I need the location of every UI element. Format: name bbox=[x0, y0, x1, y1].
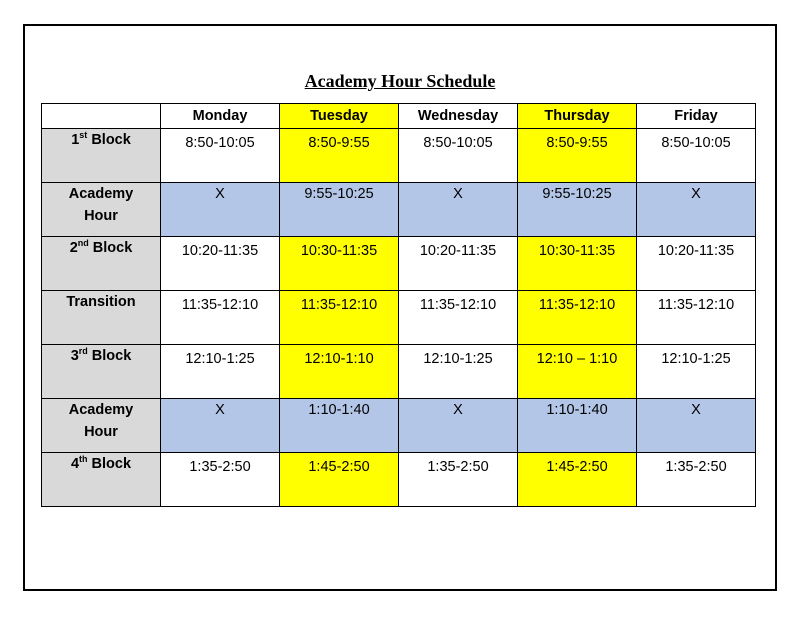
schedule-cell: 9:55-10:25 bbox=[518, 183, 637, 237]
schedule-cell: 10:20-11:35 bbox=[161, 237, 280, 291]
schedule-cell: 12:10-1:25 bbox=[637, 345, 756, 399]
row-label: 4th Block bbox=[42, 453, 161, 507]
schedule-cell: 11:35-12:10 bbox=[637, 291, 756, 345]
schedule-cell: X bbox=[637, 399, 756, 453]
schedule-cell: 8:50-10:05 bbox=[161, 129, 280, 183]
row-label: 3rd Block bbox=[42, 345, 161, 399]
table-row bbox=[42, 183, 756, 237]
schedule-cell: X bbox=[161, 399, 280, 453]
schedule-cell: 8:50-9:55 bbox=[518, 129, 637, 183]
table-row bbox=[42, 345, 756, 399]
schedule-cell: 8:50-10:05 bbox=[637, 129, 756, 183]
table-row bbox=[42, 453, 756, 507]
schedule-cell: 1:10-1:40 bbox=[280, 399, 399, 453]
schedule-cell: 10:20-11:35 bbox=[399, 237, 518, 291]
table-row bbox=[42, 237, 756, 291]
table-row bbox=[42, 399, 756, 453]
schedule-cell: 12:10-1:10 bbox=[280, 345, 399, 399]
schedule-cell: 11:35-12:10 bbox=[399, 291, 518, 345]
schedule-cell: 12:10 – 1:10 bbox=[518, 345, 637, 399]
schedule-cell: 11:35-12:10 bbox=[280, 291, 399, 345]
schedule-cell: 1:45-2:50 bbox=[280, 453, 399, 507]
row-label: Transition bbox=[42, 291, 161, 345]
schedule-cell: 12:10-1:25 bbox=[399, 345, 518, 399]
schedule-cell: 11:35-12:10 bbox=[161, 291, 280, 345]
schedule-title: Academy Hour Schedule bbox=[304, 71, 496, 91]
corner-cell bbox=[42, 104, 161, 129]
header-row bbox=[42, 104, 756, 129]
schedule-cell: 1:45-2:50 bbox=[518, 453, 637, 507]
schedule-cell: 9:55-10:25 bbox=[280, 183, 399, 237]
schedule-cell: X bbox=[399, 399, 518, 453]
schedule-cell: X bbox=[399, 183, 518, 237]
schedule-cell: 8:50-9:55 bbox=[280, 129, 399, 183]
schedule-cell: X bbox=[161, 183, 280, 237]
schedule-cell: 12:10-1:25 bbox=[161, 345, 280, 399]
table-row bbox=[42, 291, 756, 345]
row-label: Academy Hour bbox=[42, 183, 161, 237]
schedule-cell: 10:30-11:35 bbox=[280, 237, 399, 291]
row-label: 1st Block bbox=[42, 129, 161, 183]
schedule-table bbox=[41, 103, 756, 507]
day-header-thursday: Thursday bbox=[518, 104, 637, 129]
schedule-cell: 1:10-1:40 bbox=[518, 399, 637, 453]
row-label: Academy Hour bbox=[42, 399, 161, 453]
day-header-wednesday: Wednesday bbox=[399, 104, 518, 129]
day-header-friday: Friday bbox=[637, 104, 756, 129]
schedule-cell: X bbox=[637, 183, 756, 237]
table-row bbox=[42, 129, 756, 183]
row-label: 2nd Block bbox=[42, 237, 161, 291]
schedule-cell: 8:50-10:05 bbox=[399, 129, 518, 183]
day-header-monday: Monday bbox=[161, 104, 280, 129]
schedule-cell: 1:35-2:50 bbox=[161, 453, 280, 507]
schedule-cell: 1:35-2:50 bbox=[399, 453, 518, 507]
schedule-cell: 1:35-2:50 bbox=[637, 453, 756, 507]
schedule-cell: 11:35-12:10 bbox=[518, 291, 637, 345]
schedule-cell: 10:20-11:35 bbox=[637, 237, 756, 291]
day-header-tuesday: Tuesday bbox=[280, 104, 399, 129]
schedule-cell: 10:30-11:35 bbox=[518, 237, 637, 291]
